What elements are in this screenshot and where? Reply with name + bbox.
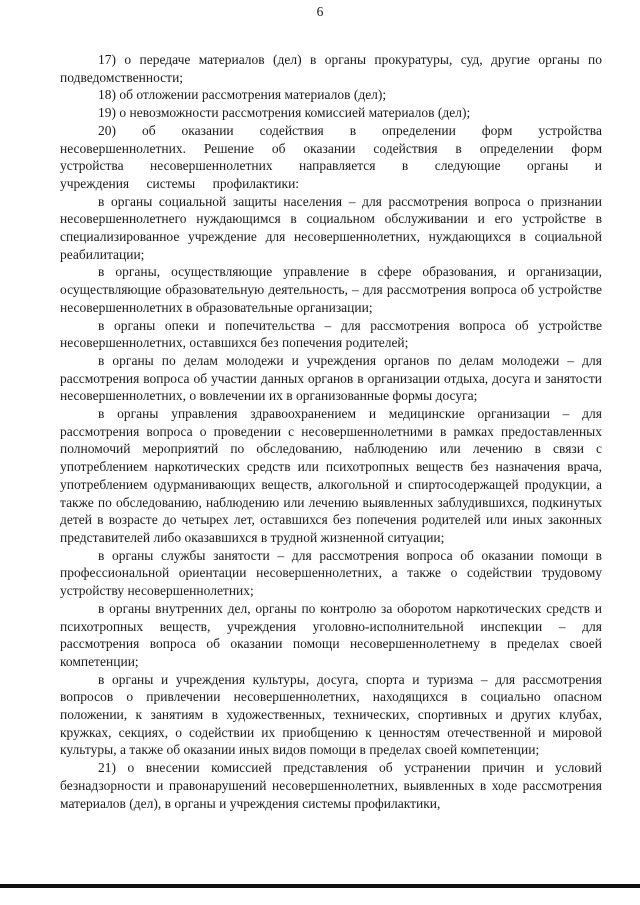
paragraph-item-18: 18) об отложении рассмотрения материалов (дел); [98, 87, 387, 103]
paragraph-employment: в органы службы занятости – для рассмотрения вопроса об оказании помощи в профессиональной ориентации несовершеннолетних, а также о содействии трудовому устройству несовершеннолетних; [60, 547, 602, 599]
paragraph-item-20: 20) об оказании содействия в определении форм устройства несовершеннолетних. Решение об оказании содействия в определении форм устройства несовершеннолетних направляется в следующие органы и учреждения системы профилактики: [60, 122, 602, 191]
paragraph-item-17: 17) о передаче материалов (дел) в органы прокуратуры, суд, другие органы по подведомственности; [60, 52, 602, 85]
paragraph-internal-affairs: в органы внутренних дел, органы по контролю за оборотом наркотических средств и психотропных веществ, учреждения уголовно-исполнительной инспекции – для рассмотрения вопроса об оказании помощи несовершеннолетнему в пределах своей компетенции; [60, 600, 602, 669]
paragraph-youth-affairs: в органы по делам молодежи и учреждения органов по делам молодежи – для рассмотрения вопроса об участии данных органов в организации отдыха, досуга и занятости несовершеннолетних, о вовлечении их в организованные формы досуга; [60, 352, 602, 404]
paragraph-guardianship: в органы опеки и попечительства – для рассмотрения вопроса об устройстве несовершеннолетних, оставшихся без попечения родителей; [60, 317, 602, 351]
paragraph-culture-sport: в органы и учреждения культуры, досуга, спорта и туризма – для рассмотрения вопросов о привлечении несовершеннолетних, находящихся в социально опасном положении, к занятиям в художественных, технических, спортивных и других клубах, кружках, секциях, о содействии их приобщению к ценностям отечественной и мировой культуры, а также об оказании иных видов помощи в пределах своей компетенции; [60, 671, 602, 758]
page-number: 6 [316, 4, 324, 19]
paragraph-social-protection: в органы социальной защиты населения – для рассмотрения вопроса о признании несовершеннолетнего нуждающимся в социальном обслуживании и его устройстве в специализированное учреждение для несовершеннолетних, нуждающихся в социальной реабилитации; [60, 193, 602, 262]
paragraph-education: в органы, осуществляющие управление в сфере образования, и организации, осуществляющие образовательную деятельность, – для рассмотрения вопроса об устройстве несовершеннолетних в образовательные организации; [60, 264, 602, 315]
paragraph-item-21: 21) о внесении комиссией представления об устранении причин и условий безнадзорности и правонарушений несовершеннолетних, выявленных в ходе рассмотрения материалов (дел), в органы и учреждения системы профилактики, [60, 760, 602, 811]
paragraph-item-19: 19) о невозможности рассмотрения комиссией материалов (дел); [98, 105, 471, 121]
bottom-rule [0, 884, 640, 888]
document-body [60, 51, 602, 812]
paragraph-healthcare: в органы управления здравоохранением и медицинские организации – для рассмотрения вопроса о проведении с несовершеннолетними в рамках предоставленных полномочий мероприятий по обследованию, наблюдению или лечению в связи с употреблением наркотических средств или психотропных веществ без назначения врача, употреблением одурманивающих веществ, алкогольной и спиртосодержащей продукции, а также по обследованию, наблюдению или лечению выявленных заблудившихся, подкинутых детей в возрасте до четырех лет, оставшихся без попечения родителей или иных законных представителей либо оказавшихся в трудной жизненной ситуации; [60, 406, 602, 545]
